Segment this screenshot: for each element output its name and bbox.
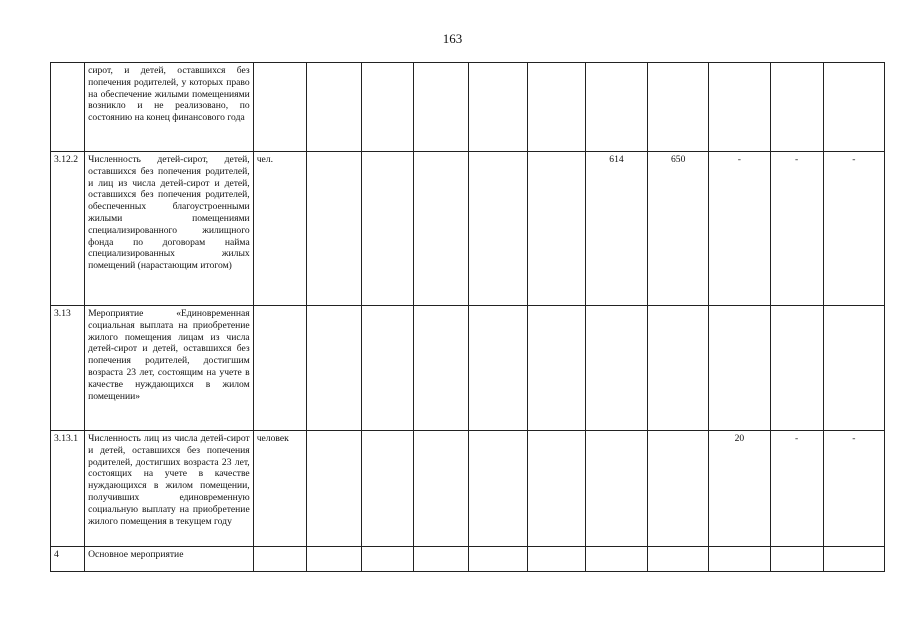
row-value-cell	[306, 306, 361, 431]
row-unit-cell: человек	[253, 431, 306, 547]
row-value-cell	[770, 306, 823, 431]
row-value-cell	[469, 152, 527, 306]
row-code-cell	[51, 63, 85, 152]
row-value-cell	[306, 431, 361, 547]
row-value-cell: -	[770, 152, 823, 306]
row-code-cell: 3.13	[51, 306, 85, 431]
row-value-cell	[527, 63, 585, 152]
row-code-cell: 3.13.1	[51, 431, 85, 547]
table-row	[51, 547, 885, 572]
row-value-cell	[362, 63, 414, 152]
row-value-cell	[469, 431, 527, 547]
row-value-cell	[648, 431, 709, 547]
row-value-cell: -	[770, 431, 823, 547]
row-value-cell	[823, 63, 884, 152]
row-value-cell	[362, 152, 414, 306]
row-code-cell: 4	[51, 547, 85, 572]
row-value-cell	[414, 431, 469, 547]
row-value-cell	[527, 306, 585, 431]
table-row	[51, 431, 885, 547]
row-value-cell	[585, 431, 647, 547]
row-value-cell	[585, 63, 647, 152]
row-value-cell	[414, 306, 469, 431]
row-value-cell	[414, 152, 469, 306]
row-value-cell	[306, 63, 361, 152]
row-value-cell	[648, 306, 709, 431]
row-value-cell	[585, 306, 647, 431]
row-value-cell	[362, 306, 414, 431]
row-description-cell: Мероприятие «Единовременная социальная выплата на приобретение жилого помещения лицам из числа детей-сирот и детей, оставшихся без попечения родителей, достигшим возраста 23 лет, состоящим на учете в качестве нуждающихся в жилом помещении»	[85, 306, 254, 431]
row-code-cell: 3.12.2	[51, 152, 85, 306]
row-value-cell	[527, 431, 585, 547]
row-value-cell	[770, 547, 823, 572]
row-unit-cell	[253, 63, 306, 152]
row-value-cell	[527, 547, 585, 572]
row-value-cell	[709, 547, 770, 572]
table-row	[51, 63, 885, 152]
row-value-cell	[414, 547, 469, 572]
row-value-cell	[648, 547, 709, 572]
row-description-cell: сирот, и детей, оставшихся без попечения родителей, у которых право на обеспечение жилыми помещениями возникло и не реализовано, по состоянию на конец финансового года	[85, 63, 254, 152]
row-value-cell: -	[823, 152, 884, 306]
row-description-cell: Основное мероприятие	[85, 547, 254, 572]
row-value-cell	[585, 547, 647, 572]
row-value-cell	[469, 547, 527, 572]
row-value-cell	[709, 306, 770, 431]
row-value-cell: 614	[585, 152, 647, 306]
row-value-cell	[709, 63, 770, 152]
row-value-cell	[469, 63, 527, 152]
row-value-cell: 650	[648, 152, 709, 306]
row-value-cell	[306, 547, 361, 572]
row-value-cell	[770, 63, 823, 152]
row-value-cell	[414, 63, 469, 152]
row-value-cell	[362, 547, 414, 572]
row-value-cell	[469, 306, 527, 431]
row-description-cell: Численность детей-сирот, детей, оставшихся без попечения родителей, и лиц из числа детей-сирот и детей, оставшихся без попечения родителей, обеспеченных благоустроенными жилыми помещениями специализированного жилищного фонда по договорам найма специализированных жилых помещений (нарастающим итогом)	[85, 152, 254, 306]
row-value-cell: 20	[709, 431, 770, 547]
row-value-cell	[306, 152, 361, 306]
table-row	[51, 306, 885, 431]
row-value-cell	[648, 63, 709, 152]
row-value-cell: -	[823, 431, 884, 547]
row-value-cell	[823, 547, 884, 572]
row-unit-cell	[253, 547, 306, 572]
indicator-table	[50, 62, 885, 572]
row-description-cell: Численность лиц из числа детей-сирот и детей, оставшихся без попечения родителей, достигших возраста 23 лет, состоящих на учете в качестве нуждающихся в жилом помещении, получивших единовременную социальную выплату на приобретение жилого помещения в текущем году	[85, 431, 254, 547]
page-number: 163	[442, 31, 463, 46]
table-row	[51, 152, 885, 306]
row-value-cell	[362, 431, 414, 547]
row-value-cell: -	[709, 152, 770, 306]
row-value-cell	[527, 152, 585, 306]
row-value-cell	[823, 306, 884, 431]
row-unit-cell	[253, 306, 306, 431]
row-unit-cell: чел.	[253, 152, 306, 306]
